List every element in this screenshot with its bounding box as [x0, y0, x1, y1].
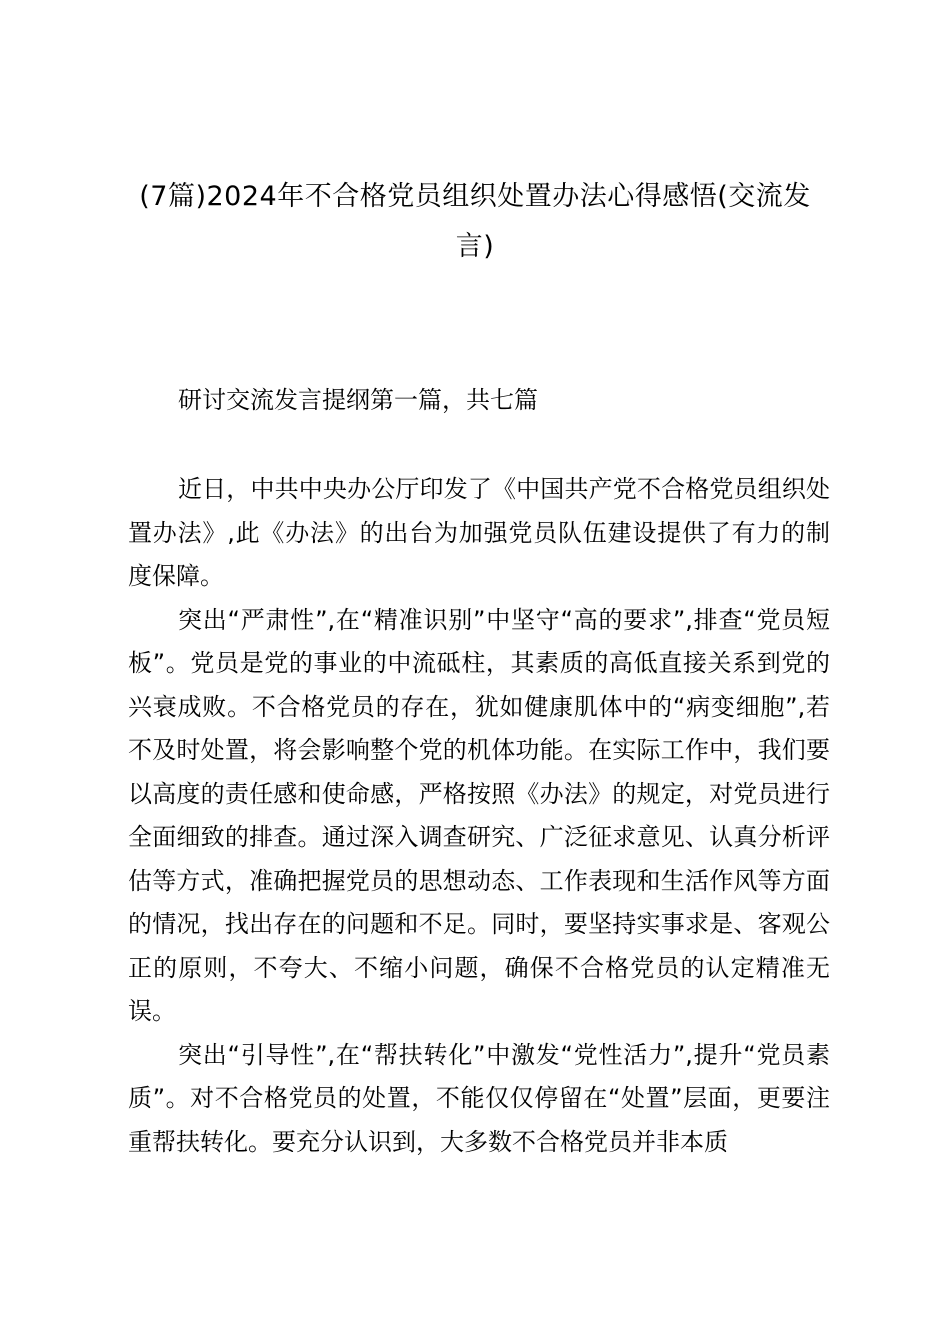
paragraph-2: 突出“严肃性”,在“精准识别”中坚守“高的要求”,排查“党员短板”。党员是党的事业的中流砥柱，其素质的高低直接关系到党的兴衰成败。不合格党员的存在，犹如健康肌体中的“病变细胞”,若不及时处置，将会影响整个党的机体功能。在实际工作中，我们要以高度的责任感和使命感，严格按照《办法》的规定，对党员进行全面细致的排查。通过深入调查研究、广泛征求意见、认真分析评估等方式，准确把握党员的思想动态、工作表现和生活作风等方面的情况，找出存在的问题和不足。同时，要坚持实事求是、客观公正的原则，不夸大、不缩小问题，确保不合格党员的认定精准无误。	[128, 605, 830, 1025]
document-body	[128, 468, 830, 1164]
document-subtitle: 研讨交流发言提纲第一篇，共七篇	[178, 386, 538, 414]
document-title: (7篇)2024年不合格党员组织处置办法心得感悟(交流发言)	[139, 181, 811, 262]
paragraph-3: 突出“引导性”,在“帮扶转化”中激发“党性活力”,提升“党员素质”。对不合格党员的处置，不能仅仅停留在“处置”层面，更要注重帮扶转化。要充分认识到，大多数不合格党员并非本质	[128, 1040, 830, 1156]
paragraph-1: 近日，中共中央办公厅印发了《中国共产党不合格党员组织处置办法》,此《办法》的出台为加强党员队伍建设提供了有力的制度保障。	[128, 475, 830, 590]
